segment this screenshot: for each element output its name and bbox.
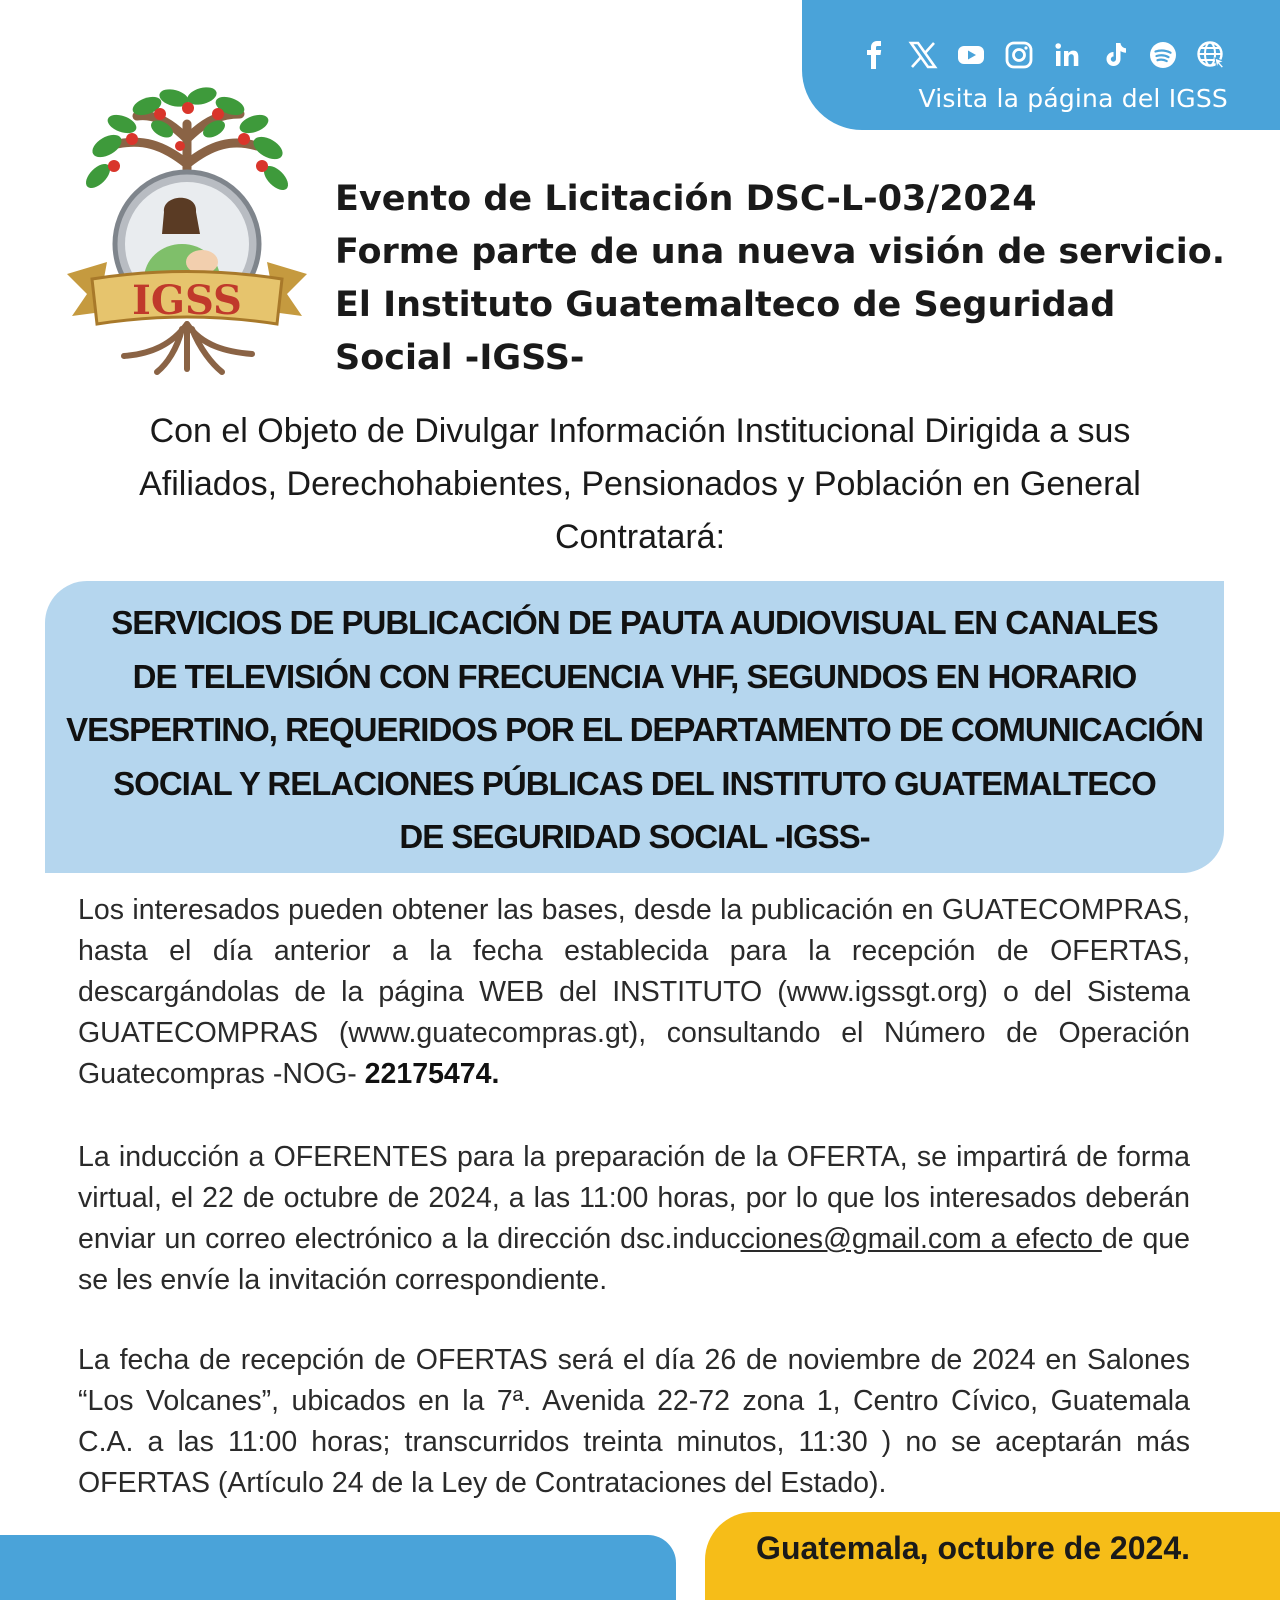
igss-logo: [62, 84, 312, 376]
intro-line: Con el Objeto de Divulgar Información Institucional Dirigida a sus: [149, 412, 1131, 450]
reception-text: La fecha de recepción de OFERTAS será el día 26 de noviembre de 2024 en Salones “Los Volcanes”, ubicados en la 7ª. Avenida 22-72 zona 1, Centro Cívico, Guatemala C.A. a las 11:00 horas; transcurridos treinta minutos, 11:30 ) no se aceptarán más OFERTAS (Artículo 24 de la Ley de Contrataciones del Estado).: [78, 1344, 1190, 1499]
object-line: DE TELEVISIÓN CON FRECUENCIA VHF, SEGUNDOS EN HORARIO: [132, 657, 1137, 695]
object-line: SERVICIOS DE PUBLICACIÓN DE PAUTA AUDIOVISUAL EN CANALES: [111, 604, 1158, 641]
instagram-icon[interactable]: [1002, 38, 1036, 72]
reception-paragraph: [78, 1340, 1190, 1504]
spotify-icon[interactable]: [1146, 38, 1180, 72]
intro-text: [60, 405, 1220, 564]
tiktok-icon[interactable]: [1098, 38, 1132, 72]
object-line: VESPERTINO, REQUERIDOS POR EL DEPARTAMENTO DE COMUNICACIÓN: [66, 711, 1203, 748]
object-line: SOCIAL Y RELACIONES PÚBLICAS DEL INSTITUTO GUATEMALTECO: [113, 764, 1156, 802]
title-line: Social -IGSS-: [335, 338, 585, 378]
footer-blue-bar: [0, 1535, 676, 1600]
linkedin-icon[interactable]: [1050, 38, 1084, 72]
title-line: El Instituto Guatemalteco de Seguridad: [335, 285, 1116, 325]
youtube-icon[interactable]: [954, 38, 988, 72]
page-title: [335, 173, 1235, 385]
bases-paragraph: [78, 890, 1190, 1095]
induction-text-end: de que se les envíe la invitación correspondiente.: [78, 1223, 1191, 1296]
facebook-icon[interactable]: [858, 38, 892, 72]
nog-number: 22175474.: [364, 1058, 500, 1090]
logo-text: IGSS: [132, 277, 242, 324]
title-line: Evento de Licitación DSC-L-03/2024: [335, 179, 1037, 219]
contract-object: [45, 596, 1224, 864]
title-line: Forme parte de una nueva visión de servicio.: [335, 232, 1226, 272]
web-icon[interactable]: [1194, 38, 1228, 72]
social-icons: [858, 38, 1228, 72]
intro-line: Contratará:: [554, 518, 726, 556]
intro-line: Afiliados, Derechohabientes, Pensionados y Población en General: [139, 465, 1141, 503]
footer-date: Guatemala, octubre de 2024.: [756, 1530, 1190, 1566]
induction-paragraph: [78, 1137, 1190, 1301]
visit-igss-link[interactable]: Visita la página del IGSS: [918, 84, 1228, 113]
email-link[interactable]: ciones@gmail.com a efecto: [740, 1223, 1102, 1255]
bases-text: Los interesados pueden obtener las bases, desde la publicación en GUATECOMPRAS, hasta el día anterior a la fecha establecida para la recepción de OFERTAS, descargándolas de la página WEB del INSTITUTO (www.igssgt.org) o del Sistema GUATECOMPRAS (www.guatecompras.gt), consultando el Número de Operación Guatecompras -NOG-: [78, 894, 1190, 1090]
x-icon[interactable]: [906, 38, 940, 72]
object-line: DE SEGURIDAD SOCIAL -IGSS-: [399, 818, 870, 855]
induction-text: La inducción a OFERENTES para la preparación de la OFERTA, se impartirá de forma virtual, el 22 de octubre de 2024, a las 11:00 horas, por lo que los interesados deberán enviar un correo electrónico a la dirección dsc.induc: [78, 1141, 1190, 1255]
